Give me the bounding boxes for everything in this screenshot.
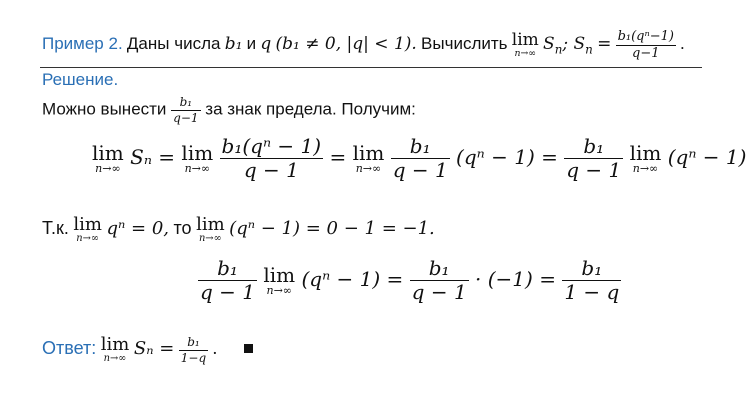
task-text: Вычислить	[421, 34, 508, 54]
answer-label: Ответ:	[42, 338, 97, 359]
eq1-limit-3: lim n→∞	[352, 141, 385, 175]
title-sn: $S_n$; $S_n$	[543, 34, 593, 57]
eq1-fraction-2: $\frac{\text{b₁}}{q - 1}$	[392, 134, 448, 182]
given-b1: b₁	[224, 34, 243, 55]
title-divider	[40, 67, 702, 68]
answer-fraction: $\frac{\text{b₁}}{1-q}$	[180, 335, 207, 365]
equation-1: lim n→∞ Sₙ = lim n→∞ $\frac{\text{b₁(qⁿ − 1)}}{q - 1}$ = lim n→∞ $\frac{\text{b₁}}{q - 1}$ (qⁿ − 1) = $\frac{\text{b₁}}{q - 1}$ lim n→∞ (qⁿ − 1)	[92, 134, 746, 182]
equation-2: $\frac{\text{b₁}}{q - 1}$ lim n→∞ (qⁿ − 1) = $\frac{\text{b₁}}{q - 1}$ · (−1) = $\frac{\text{b₁}}{1 - q}$	[200, 256, 620, 304]
eq2-fraction-2: $\frac{\text{b₁}}{q - 1}$	[411, 256, 467, 304]
eq1-limit-2: lim n→∞	[181, 141, 214, 175]
step2-text: Т.к. lim n→∞ qⁿ = 0, то lim n→∞ (qⁿ − 1) = 0 − 1 = −1.	[42, 214, 435, 244]
step2-limit-2: lim n→∞	[196, 214, 225, 244]
condition: (b₁ ≠ 0, |q| < 1).	[275, 34, 417, 55]
step1-fraction: $\frac{\text{b₁}}{q-1}$	[173, 95, 199, 125]
given-text: Даны числа	[126, 34, 221, 54]
example-label: Пример 2.	[42, 34, 123, 54]
solution-label: Решение.	[42, 70, 119, 89]
step1-text: Можно вынести $\frac{\text{b₁}}{q-1}$ за знак предела. Получим:	[42, 95, 416, 125]
eq1-limit-1: lim n→∞	[92, 141, 124, 175]
end-of-proof-icon	[244, 344, 253, 353]
eq2-limit: lim n→∞	[263, 263, 296, 297]
eq1-limit-4: lim n→∞	[629, 141, 662, 175]
title-fraction: $\frac{\text{b₁(qⁿ−1)}}{q-1}$	[617, 29, 674, 61]
eq2-fraction-1: $\frac{\text{b₁}}{q - 1}$	[200, 256, 255, 304]
answer-line: Ответ: lim n→∞ Sₙ = $\frac{\text{b₁}}{1-q}$ .	[42, 334, 218, 365]
problem-statement: Пример 2. Даны числа b₁ и q (b₁ ≠ 0, |q| < 1). Вычислить lim n→∞ $S_n$; $S_n$ = $\frac{\text{b₁(qⁿ−1)}}{q-1}$ .	[42, 29, 685, 61]
and-text: и	[246, 34, 257, 54]
eq1-fraction-3: $\frac{\text{b₁}}{q - 1}$	[566, 134, 622, 182]
title-limit: lim n→∞	[511, 29, 539, 59]
given-q: q	[260, 34, 272, 55]
answer-limit: lim n→∞	[100, 334, 130, 365]
step2-limit-1: lim n→∞	[73, 214, 102, 244]
eq1-fraction-1: $\frac{\text{b₁(qⁿ − 1)}}{q - 1}$	[221, 134, 322, 182]
eq2-fraction-3: $\frac{\text{b₁}}{1 - q}$	[564, 256, 620, 304]
